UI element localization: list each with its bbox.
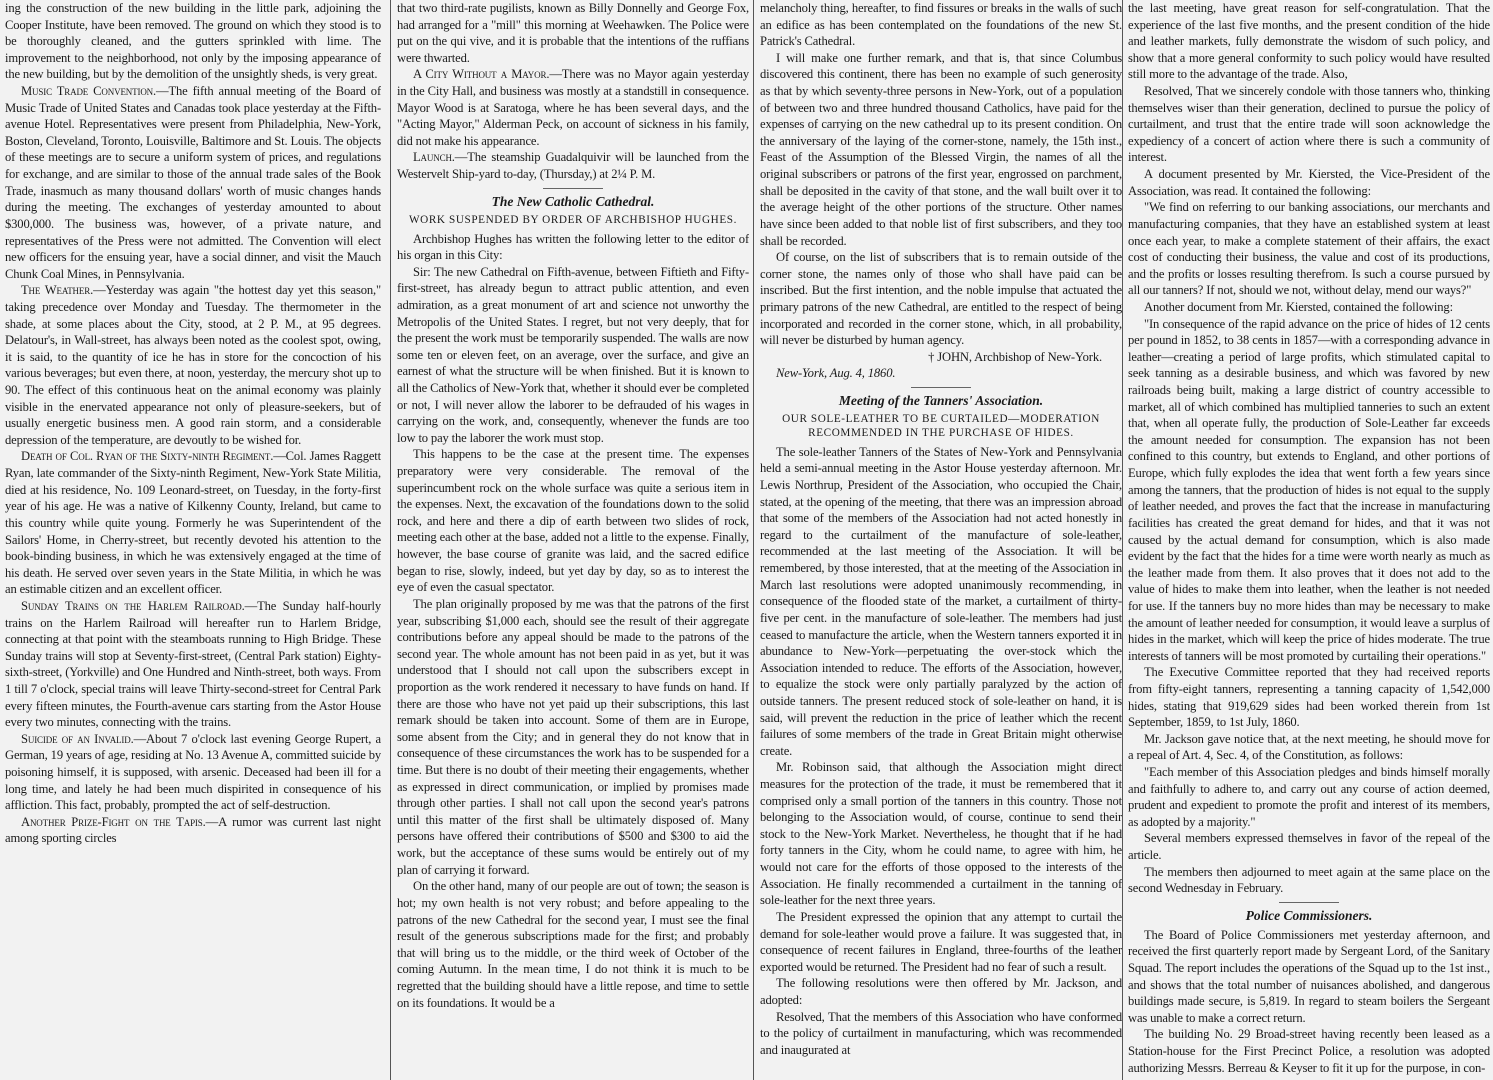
paragraph [760, 50, 1122, 249]
text-body: Mr. Jackson gave notice that, at the next meeting, he should move for a repeal of Art. 4, Sec. 4, of the Constitution, as follows: [1128, 731, 1490, 763]
text-body: The President expressed the opinion that any attempt to curtail the demand for sole-leather would prove a failure. It was suggested that, in consequence of recent failures in England, three-fourths of the leather exported would be returned. The President had no fear of such a result. [760, 909, 1122, 974]
text-body: The plan originally proposed by me was that the patrons of the first year, subscribing $1,000 each, should see the result of their aggregate contributions before any appeal should be made to the patrons of the second year. The whole amount has not been paid in as yet, but it was understood that I should not call upon the subscribers except in proportion as the work rendered it necessary to have funds on hand. If there are those who have not yet paid up their subscriptions, this last remark should be taken into account. Some of them are in Europe, some absent from the City; and in general they do not know that in consequence of these circumstances the work has to be suspended for a time. But there is no doubt of their meeting their engagements, whether as expressed in direct communication, or implied by promises made through other parties. I shall not call upon the second year's patrons until this matter of the first shall be ultimately disposed of. Many persons have offered their contributions of $500 and $300 to aid the work, but the acceptance of these sums would be entirely out of my plan of carrying it forward. [397, 596, 749, 877]
news-item [5, 598, 381, 731]
text-body: The sole-leather Tanners of the States of New-York and Pennsylvania held a semi-annual meeting in the Astor House yesterday afternoon. Mr. Lewis Northrup, President of the Association, who occupied the Chair, stated, at the opening of the meeting, that there was an impression abroad that some of the members of the Association had not acted honestly in regard to the curtailment of the manufacture of sole-leather, recommended at the last meeting of the Association. It will be remembered, by those interested, that at the meeting of the Association in March last resolutions were adopted unanimously recommending, in consequence of the flooded state of the market, a curtailment of thirty-five per cent. in the manufacture of sole-leather. The members had just ceased to manufacture the article, when the Western tanners exported it in abundance to New-York—perpetuating the over-stock which the Association intended to reduce. The efforts of the Association, however, to equalize the stock were only partially paralyzed by the action of outside tanners. The present reduced stock of sole-leather on hand, it is said, will prevent the reduction in the price of leather which the recent failures of some members of the trade in Great Britain might otherwise create. [760, 444, 1122, 758]
news-item-heading: A City Without a Mayor. [413, 67, 550, 82]
news-item-heading: Music Trade Convention. [21, 84, 157, 99]
paragraph [397, 0, 749, 66]
paragraph [760, 0, 1122, 50]
letter-dateline [760, 365, 1122, 382]
column-4 [1128, 0, 1490, 1080]
paragraph [1128, 1026, 1490, 1076]
paragraph [1128, 316, 1490, 665]
section-divider [1279, 902, 1339, 903]
news-item [5, 814, 381, 847]
text-body: Another document from Mr. Kiersted, contained the following: [1144, 299, 1453, 314]
paragraph [1128, 830, 1490, 863]
text-body: —Yesterday was again "the hottest day yet this season," taking precedence over Monday and Tuesday. The thermometer in the shade, at some places about the City, stood, at 2 P. M., at 95 degrees. Delatour's, in Wall-street, has always been noted as the coolest spot, owing, it is said, to the quantity of ice he has in store for the concoction of his various beverages; but even there, at noon, yesterday, the mercury shot up to 90. The effect of this continuous heat on the animal economy was plainly visible in the enervated appearance not only of pleasure-seekers, but of usually energetic business men. A good rain storm, and a considerable depression of the temperature, are devoutly to be wished for. [5, 283, 381, 447]
text-body: † JOHN, Archbishop of New-York. [928, 349, 1102, 364]
section-divider [911, 387, 971, 388]
paragraph [760, 249, 1122, 349]
text-body: Police Commissioners. [1245, 907, 1373, 923]
column-3 [760, 0, 1122, 1080]
article-headline [1128, 907, 1490, 925]
paragraph [1128, 664, 1490, 730]
text-body: The New Catholic Cathedral. [491, 193, 655, 209]
text-body: New-York, Aug. 4, 1860. [776, 366, 896, 381]
text-body: Several members expressed themselves in favor of the repeal of the article. [1128, 831, 1490, 863]
text-body: The following resolutions were then offered by Mr. Jackson, and adopted: [760, 976, 1122, 1007]
paragraph [760, 1009, 1122, 1059]
paragraph [1128, 83, 1490, 166]
paragraph [5, 0, 381, 83]
text-body: Sir: The new Cathedral on Fifth-avenue, between Fiftieth and Fifty-first-street, has already begun to attract public attention, and even admiration, as a great monument of art and science not unworthy the Metropolis of the United States. I regret, but not very deeply, that for the present the work must be temporarily suspended. The walls are now some ten or eleven feet, on an average, over the surface, and give an earnest of what the structure will be when finished. But it is known to all the Catholics of New-York that, whether it should ever be completed or not, I will never allow the laborer to be defrauded of his wages in carrying on the work, and, consequently, whenever the funds are too low to pay the laborer the work must stop. [397, 264, 749, 445]
text-body: Archbishop Hughes has written the following letter to the editor of his organ in this City: [397, 231, 749, 263]
news-item-heading: Launch. [413, 150, 455, 165]
text-body: Resolved, That we sincerely condole with those tanners who, thinking themselves wiser than their generation, declined to pursue the policy of curtailment, and trust that the entire trade will soon acknowledge the expediency of a concert of action where there is such a community of interest. [1128, 84, 1490, 165]
column-rule-2 [753, 0, 754, 1080]
news-item [5, 83, 381, 282]
text-body: "Each member of this Association pledges and binds himself morally and faithfully to adhere to, and carry out any course of action deemed, prudent and expedient to promote the profit and interest of its members, as adopted by a majority." [1128, 765, 1490, 829]
text-body: ing the construction of the new building in the little park, adjoining the Cooper Institute, have been removed. The ground on which they stood is to be thoroughly cleaned, and the gutters sprinkled with lime. The improvement to the neighborhood, not only by the imposing appearance of the new building, but by the demolition of the unsightly sheds, is very great. [5, 1, 381, 82]
text-body: the last meeting, have great reason for self-congratulation. That the experience of the last five months, and the present condition of the hide and leather markets, fully demonstrate the wisdom of such policy, and show that a more general conformity to such policy would have resulted still more to the advantage of the trade. Also, [1128, 1, 1490, 82]
text-body: melancholy thing, hereafter, to find fissures or breaks in the walls of such an edifice as has been contemplated on the foundations of the new St. Patrick's Cathedral. [760, 1, 1122, 49]
text-body: On the other hand, many of our people are out of town; the season is hot; my own health is not very robust; and before appealing to the patrons of the new Cathedral for the second year, I must see the final result of the generous subscriptions made for the first; and probably that will bring us to the middle, or the third week of October of the coming Autumn. In the mean time, I do not think it is much to be regretted that the building should have a little repose, and time to settle on its foundations. It would be a [397, 879, 749, 1010]
paragraph [1128, 731, 1490, 764]
text-body: —The steamship Guadalquivir will be launched from the Westervelt Ship-yard to-day, (Thursday,) at 2¼ P. M. [397, 150, 749, 182]
text-body: —About 7 o'clock last evening George Rupert, a German, 19 years of age, residing at No. 13 Avenue A, committed suicide by poisoning himself, it is supposed, with arsenic. Deceased had been ill for a long time, and lately he had been much dispirited in consequence of his affliction. This fact, probably, prompted the act of self-destruction. [5, 731, 381, 813]
paragraph [1128, 299, 1490, 316]
text-body: This happens to be the case at the present time. The expenses preparatory were very considerable. The removal of the superincumbent rock on the whole surface was quite a serious item in the expenses. Next, the excavation of the foundations down to the solid rock, and here and there a dip of earth between two slides of rock, meeting each other at the base, added not a little to the expense. Finally, however, the base course of granite was laid, and the sacred edifice began to rise, slowly, indeed, but yet day by day, so as to interest the eye of even the casual spectator. [397, 447, 749, 595]
column-rule-1 [390, 0, 391, 1080]
paragraph [1128, 199, 1490, 299]
text-body: The Board of Police Commissioners met yesterday afternoon, and received the first quarterly report made by Sergeant Lord, of the Sanitary Squad. The report includes the operations of the Squad up to the 1st inst., and shows that the total number of nuisances abolished, and dangerous buildings made secure, is 5,819. In regard to steam boilers the Sergeant was unable to make a correct return. [1128, 927, 1490, 1025]
news-item-heading: Sunday Trains on the Harlem Railroad. [21, 598, 245, 613]
paragraph [397, 596, 749, 878]
news-item-heading: The Weather. [21, 283, 94, 298]
text-body: The Executive Committee reported that they had received reports from fifty-eight tanners, representing a tanning capacity of 1,542,000 hides, stating that 919,629 sides had been worked therein from 1st September, 1859, to 1st July, 1860. [1128, 665, 1490, 730]
paragraph [1128, 927, 1490, 1027]
news-item-heading: Death of Col. Ryan of the Sixty-ninth Regiment. [21, 449, 274, 464]
paragraph [397, 446, 749, 595]
paragraph [1128, 764, 1490, 830]
news-item [5, 282, 381, 448]
text-body: "We find on referring to our banking associations, our merchants and manufacturing companies, that they have an established system at least once each year, to make a complete statement of their affairs, the exact cost of conducting their business, the value and cost of its productions, and the profits or losses resulting therefrom. Is such a course pursued by all our tanners? If not, should we not, without delay, mend our ways?" [1128, 200, 1490, 298]
article-headline [397, 193, 749, 211]
paragraph [760, 975, 1122, 1008]
text-body: The building No. 29 Broad-street having recently been leased as a Station-house for the First Precinct Police, a resolution was adopted authorizing Messrs. Berreau & Keyser to fit it up for the purpose, in con- [1128, 1027, 1490, 1075]
text-body: OUR SOLE-LEATHER TO BE CURTAILED—MODERATION RECOMMENDED IN THE PURCHASE OF HIDES. [782, 412, 1100, 439]
news-item [397, 149, 749, 182]
paragraph [397, 264, 749, 447]
paragraph [760, 759, 1122, 908]
article-subheadline [405, 213, 741, 227]
paragraph [397, 231, 749, 264]
section-divider [543, 188, 603, 189]
paragraph [760, 909, 1122, 975]
news-item-heading: Another Prize-Fight on the Tapis. [21, 814, 206, 829]
text-body: —There was no Mayor again yesterday in the City Hall, and business was mostly at a standstill in consequence. Mayor Wood is at Saratoga, where he has been several days, and the "Acting Mayor," Alderman Peck, on account of sickness in his family, did not make his appearance. [397, 67, 749, 148]
paragraph [760, 444, 1122, 760]
news-item [5, 731, 381, 814]
text-body: —The fifth annual meeting of the Board of Music Trade of United States and Canadas took place yesterday at the Fifth-avenue Hotel. Representatives were present from Philadelphia, New-York, Boston, Cleveland, Toronto, Louisville, Baltimore and St. Louis. The objects of these meetings are to secure a uniform system of prices, and regulations for exchange, and are similar to those of the annual trade sales of the Book Trade, inasmuch as many thousand dollars' worth of music changes hands during the meeting. The exchanges of yesterday amounted to about $300,000. The business was, however, of a private nature, and representatives of the Press were not admitted. The Convention will elect new officers for the ensuing year, have a social dinner, and visit the Mauch Chunk Coal Mines, in Pennsylvania. [5, 84, 381, 281]
news-item-heading: Suicide of an Invalid. [21, 731, 134, 746]
text-body: that two third-rate pugilists, known as Billy Donnelly and George Fox, had arranged for a "mill" this morning at Weehawken. The Police were put on the qui vive, and it is probable that the intentions of the ruffians were thwarted. [397, 1, 749, 65]
text-body: —Col. James Raggett Ryan, late commander of the Sixty-ninth Regiment, New-York State Militia, died at his residence, No. 109 Leonard-street, on Tuesday, in the forty-first year of his age. He was a native of Kilkenny County, Ireland, but came to this country while quite young. Formerly he was Superintendent of the Sailors' Home, in Cherry-street, but recently devoted his attention to the book-binding business, in which he was extensively engaged at the time of his death. He served over seven years in the State Militia, in which he was an estimable citizen and an excellent officer. [5, 449, 381, 597]
text-body: Mr. Robinson said, that although the Association might direct measures for the protection of the trade, it must be remembered that it comprised only a small portion of the tanners in this country. Those not belonging to the Association would, of course, continue to send their stock to the New-York Market. Nevertheless, he thought that if he had forty tanners in the City, whom he could name, to agree with him, he would not care for the efforts of those opposed to the interests of the Association. He finally recommended a curtailment in the tanning of sole-leather for the next three years. [760, 760, 1122, 908]
text-body: —A rumor was current last night among sporting circles [5, 814, 381, 846]
news-item [397, 66, 749, 149]
column-rule-3 [1122, 0, 1123, 1080]
paragraph [1128, 0, 1490, 83]
text-body: Resolved, That the members of this Association who have conformed to the policy of curtailment in manufacturing, which was recommended and inaugurated at [760, 1009, 1122, 1057]
text-body: Of course, on the list of subscribers that is to remain outside of the corner stone, the names only of those who shall have paid can be inscribed. But the first intention, and the noble impulse that actuated the primary patrons of the new Cathedral, are entitled to the respect of being incorporated and recorded in the corner stone, which, in all probability, will never be disturbed by human agency. [760, 250, 1122, 348]
text-body: Meeting of the Tanners' Association. [838, 393, 1044, 409]
paragraph [1128, 864, 1490, 897]
column-2 [397, 0, 749, 1080]
column-1 [5, 0, 381, 1080]
paragraph [1128, 166, 1490, 199]
article-headline [760, 392, 1122, 410]
text-body: —The Sunday half-hourly trains on the Harlem Railroad will hereafter run to Harlem Bridge, connecting at that point with the steamboats running to High Bridge. These Sunday trains will stop at Seventy-first-street, (Central Park station) Eighty-sixth-street, (Yorkville) and One Hundred and Ninth-street, both ways. From 1 till 7 o'clock, special trains will leave Thirty-second-street for Central Park every fifteen minutes, the Fourth-avenue cars starting from the Astor House every two minutes, connecting with the trains. [5, 598, 381, 730]
paragraph [397, 878, 749, 1011]
text-body: "In consequence of the rapid advance on the price of hides of 12 cents per pound in 1852, to 38 cents in 1857—with a corresponding advance in leather—creating a period of large profits, which stimulated capital to seek tanning as a desirable business, and which was favored by new railroads being built, making a large district of country accessible to market, all of which combined has multiplied tanneries to such an extent that, when all operate fully, the production of Sole-Leather far exceeds the amount needed for consumption. The expansion has not been confined to this country, but extends to England, and other portions of Europe, which fully explodes the idea that went forth a few years since among the tanners, that the production of hides is not equal to the supply of leather needed, and proves the fact that the increase in manufacturing facilities has created the great demand for hides, and that it was not caused by the actual demand for consumption, which is also made evident by the fact that the hides for a time were worth nearly as much as the leather made from them. It also proves that it does not add to the value of hides to make them into leather, when the leather is not needed for use. If the tanners buy no more hides than may be necessary to make the amount of leather needed for consumption, it would leave a surplus of hides in the market, which will keep the price of hides moderate. The true interests of tanners will be most promoted by curtailing their operations." [1128, 316, 1490, 663]
article-subheadline [768, 412, 1114, 440]
letter-signature [760, 349, 1122, 366]
text-body: A document presented by Mr. Kiersted, the Vice-President of the Association, was read. It contained the following: [1128, 167, 1490, 198]
text-body: WORK SUSPENDED BY ORDER OF ARCHBISHOP HUGHES. [409, 213, 737, 226]
text-body: The members then adjourned to meet again at the same place on the second Wednesday in February. [1128, 864, 1490, 896]
text-body: I will make one further remark, and that is, that since Columbus discovered this continent, there has been no example of such generosity as that by which seventy-three persons in New-York, out of a population of between two and three hundred thousand Catholics, have paid for the expenses of carrying on the new cathedral up to its present condition. On the anniversary of the laying of the corner-stone, namely, the 15th inst., Feast of the Assumption of the Blessed Virgin, the names of all the original subscribers or patrons of the first year, engrossed on parchment, shall be deposited in the cavity of that stone, and the wall built over it to the average height of the other portions of the structure. Other names have since been added to that noble list of first subscribers, and they too shall be recorded. [760, 50, 1122, 248]
news-item [5, 448, 381, 597]
